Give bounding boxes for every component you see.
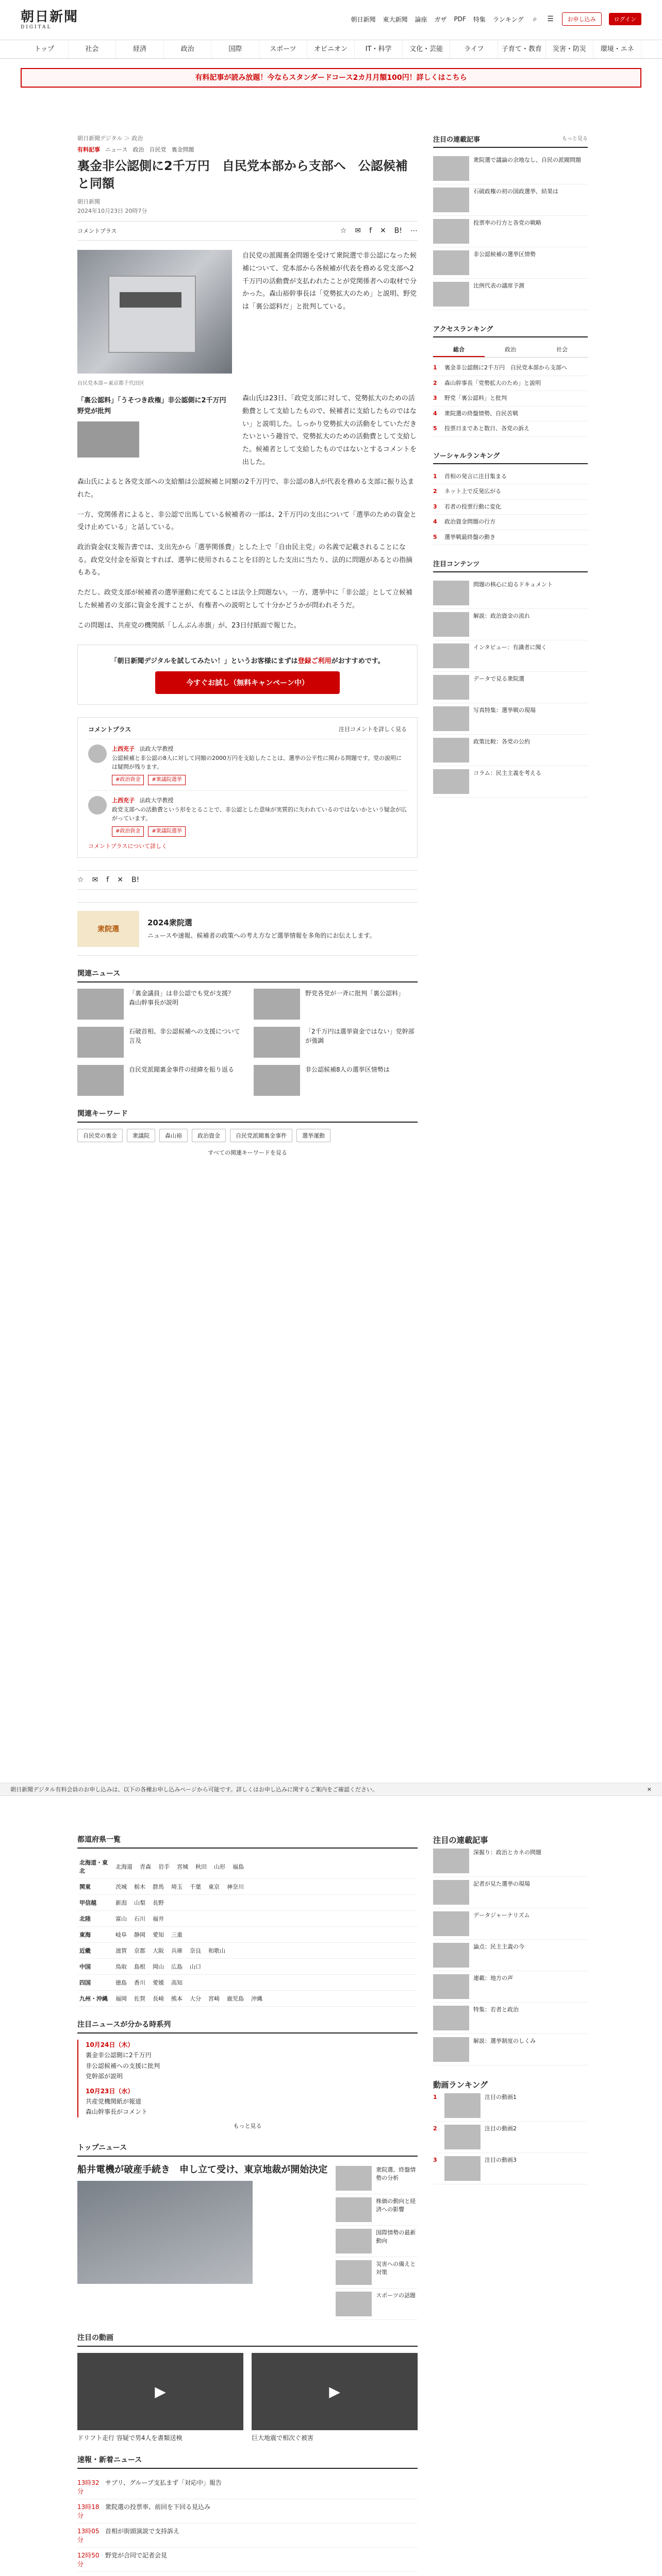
ranking-tab[interactable]: 社会 [556,346,568,353]
video-title[interactable]: 巨大地震で相次ぐ被害 [252,2434,314,2442]
prefecture-link[interactable]: 山梨 [134,1900,145,1906]
sidebar-thumb [433,250,469,275]
comment-tag[interactable]: #政治資金 [112,775,144,785]
main-nav [0,40,662,59]
breaking-news-list [77,2475,418,2576]
sidebar-access-ranking [433,324,588,437]
top-news-heading: トップニュース [77,2142,418,2157]
prefecture-link[interactable]: 長野 [153,1900,164,1906]
prefecture-link[interactable]: 静岡 [134,1931,145,1938]
comment-tag[interactable]: #衆議院選挙 [148,826,185,837]
article-paragraph: 政治資金収支報告書では、支出先から「選挙関係費」とした上で「自由民主党」の名義で記載されることになる。政党交付金を原資とすれば、選挙に使用されることを目的とした支出に当たり、法的に問題があるとの指摘もある。 [77,544,413,577]
top-news-item[interactable]: 国際情勢の最新動向 [336,2226,418,2257]
related-news-item[interactable]: 自民党派閥裏金事件の経緯を振り返る [77,1065,241,1096]
sidebar-list-item[interactable]: 比例代表の議席予測 [433,279,588,310]
video-heading: 注目の動画 [77,2332,418,2347]
promo-banner[interactable]: 有料記事が読み放題！今ならスタンダードコース2カ月月額100円！詳しくはこちら [21,68,641,88]
nav-item-sports[interactable]: スポーツ [259,40,307,58]
article-paragraph: 一方、党関係者によると、非公認で出馬している候補者の一部は、2千万円の支出について「選挙のための資金と受け止めている」と話している。 [77,511,417,532]
nav-item-international[interactable]: 国際 [211,40,259,58]
series-item[interactable]: データジャーナリズム [433,1908,588,1940]
sidebar-section-title: 注目コンテンツ [433,561,480,568]
ranking-item[interactable]: 1 裏金非公認側に2千万円 自民党本部から支部へ [433,361,588,376]
article-meta-row [77,221,418,241]
sidebar-featured-content [433,558,588,798]
prefecture-link[interactable]: 岩手 [158,1863,170,1870]
sidebar-section-title: 動画ランキング [433,2080,488,2090]
region-label: 東海 [77,1927,113,1943]
article-column [77,134,418,1157]
series-item[interactable]: 特集：若者と政治 [433,2003,588,2034]
sidebar-section-title: ソーシャルランキング [433,452,500,460]
comment-plus-more-link[interactable]: 注目コメントを詳しく見る [339,726,407,733]
timeline-date: 10月23日（水） [86,2087,134,2095]
lower-content [77,1834,418,2576]
video-player-thumb[interactable] [77,2353,243,2430]
sidebar-list-item[interactable]: 衆院選で議論の余地なし、自民の派閥問題 [433,153,588,184]
breaking-heading: 速報・新着ニュース [77,2454,418,2469]
prefecture-row [77,1911,418,1927]
search-icon[interactable]: ⌕ [533,15,537,23]
header-link-pdf[interactable]: PDF [454,15,466,23]
news-thumb [336,2292,372,2316]
article-date: 2024年10月23日 20時7分 [77,208,147,215]
subscribe-lead: 「朝日新聞デジタルを試してみたい！」というお客様にまずは登録ご利用がおすすめです。 [110,657,385,666]
breaking-item[interactable]: 13時05分 首相が街頭演説で支持訴え [77,2523,418,2548]
comment-text: 公認候補と非公認の8人に対して同額の2000万円を支給したことは、選挙の公平性に関わる問題です。党の説明には疑問が残ります。 [112,754,402,771]
nav-item-it-science[interactable]: IT・科学 [355,40,403,58]
region-label: 九州・沖縄 [77,1991,113,2007]
article-photo[interactable] [77,250,232,374]
news-thumb [336,2197,372,2222]
breaking-item[interactable]: 12時50分 野党が合同で記者会見 [77,2548,418,2572]
ranking-item[interactable]: 4 政治資金問題の行方 [433,515,588,530]
comment-plus-about-link[interactable]: コメントプラスについて詳しく [88,842,168,850]
prefecture-link[interactable]: 埼玉 [171,1884,183,1890]
related-news-grid [77,989,418,1096]
election-feature-box[interactable] [77,902,418,956]
share-buttons [340,227,418,235]
prefecture-link[interactable]: 沖縄 [251,1995,262,2002]
related-quote-box[interactable] [77,396,232,457]
keywords-more-link[interactable]: すべての関連キーワードを見る [208,1149,287,1156]
sidebar-thumb [433,612,469,637]
content-item[interactable]: 写真特集：選挙戦の現場 [433,703,588,735]
article-title: 裏金非公認側に2千万円 自民党本部から支部へ 公認候補と同額 [77,159,408,191]
sidebar-thumb [433,675,469,700]
timeline-heading: 注目ニュースが分かる時系列 [77,2019,418,2033]
keyword-chip[interactable]: 自民党派閥裏金事件 [230,1129,292,1142]
timeline-item[interactable]: 非公認候補への支援に批判 [86,2062,160,2070]
sidebar-list-item[interactable]: 投票率の行方と各党の戦略 [433,216,588,247]
prefecture-link[interactable]: 高知 [171,1979,183,1986]
prefecture-row [77,1927,418,1943]
nav-item-environment[interactable]: 環境・エネ [593,40,641,58]
sidebar-featured-series [433,134,588,310]
related-thumb [77,1027,124,1058]
article-paragraph: 森山氏は23日、「政党支部に対して、党勢拡大のための活動費として支給したもので、候補者に支給したものではない」と説明した。しっかり党勢拡大の活動をしていただきたいという趣旨で、党勢拡大のための活動費として支給した。候補者として支給したものではないとするコメントを出した。 [242,395,417,466]
article-tag[interactable]: 政治 [133,146,144,153]
article-paragraph: ただし、政党支部が候補者の選挙運動に充てることは法令上問題ない。一方、選挙中に「非公認」として立候補した候補者の支部に資金を渡すことが、有権者への説明として十分かどうかが問われそうだ。 [77,589,413,609]
trial-button[interactable]: 今すぐお試し（無料キャンペーン中） [155,671,340,694]
related-thumb [77,1065,124,1096]
prefecture-heading: 都道府県一覧 [77,1834,418,1849]
nav-item-culture[interactable]: 文化・芸能 [403,40,451,58]
prefecture-link[interactable]: 東京 [208,1884,220,1890]
article-tag[interactable]: 裏金問題 [171,146,194,153]
timeline-item[interactable]: 裏金非公認側に2千万円 [86,2052,152,2059]
series-item[interactable]: 論点：民主主義の今 [433,1940,588,1971]
nav-item-disaster[interactable]: 災害・防災 [546,40,594,58]
ranking-item[interactable]: 4 衆院選の終盤情勢、自民苦戦 [433,406,588,422]
video-row [77,2353,418,2442]
top-news-item[interactable]: 災害への備えと対策 [336,2257,418,2289]
prefecture-link[interactable]: 徳島 [115,1979,127,1986]
prefecture-link[interactable]: 福島 [233,1863,244,1870]
commenter-role: 法政大学教授 [139,796,174,804]
prefecture-link[interactable]: 茨城 [115,1884,127,1890]
sidebar-section-title: アクセスランキング [433,326,493,333]
photo-caption: 自民党本部＝東京都千代田区 [77,381,144,387]
prefecture-link[interactable]: 宮崎 [208,1995,220,2002]
sidebar-social-ranking [433,450,588,546]
nav-item-opinion[interactable]: オピニオン [307,40,355,58]
prefecture-link[interactable]: 千葉 [190,1884,201,1890]
header-utilities [351,12,641,26]
timeline-more-link[interactable]: もっと見る [233,2122,262,2129]
keywords-list [77,1129,418,1142]
related-news-item[interactable]: 石破首相、非公認候補への支援について言及 [77,1027,241,1058]
mail-icon[interactable]: ✉ [92,875,98,884]
mail-icon[interactable]: ✉ [355,227,361,235]
article-paragraph: 自民党の派閥裏金問題を受けて衆院選で非公認になった候補について、党本部から各候補が代表を務める党支部へ2千万円の活動費が支払われたことが党関係者への取材で分かった。森山裕幹事長は「党勢拡大のため」と説明、野党は「裏公認料だ」と批判している。 [242,252,417,311]
prefecture-link[interactable]: 愛知 [153,1931,164,1938]
prefecture-link[interactable]: 広島 [171,1963,183,1970]
prefecture-link[interactable]: 山口 [190,1963,201,1970]
sidebar-thumb [433,188,469,212]
facebook-icon[interactable]: f [106,875,109,884]
prefecture-row [77,1879,418,1895]
sidebar-list-item[interactable]: 非公認候補の選挙区情勢 [433,247,588,279]
article-tags [77,145,418,154]
sidebar-more-link[interactable]: もっと見る [562,136,588,142]
prefecture-link[interactable]: 京都 [134,1947,145,1954]
sidebar-thumb [433,706,469,731]
sidebar-thumb [433,643,469,668]
hatena-icon[interactable]: B! [131,875,140,884]
avatar [88,744,107,763]
content-item[interactable]: 問題の核心に迫るドキュメント [433,578,588,609]
sidebar-thumb [433,1880,469,1905]
region-label: 近畿 [77,1943,113,1959]
ranking-item[interactable]: 3 野党「裏公認料」と批判 [433,391,588,406]
related-quote-text: 「裏公認料」「うそつき政権」非公認側に2千万円 野党が批判 [77,397,233,415]
election-feature-title: 2024衆院選 [147,918,192,927]
signup-button[interactable]: お申し込み [562,12,602,26]
sidebar-section-title: 注目の連載記事 [433,136,481,144]
sidebar-thumb [433,769,469,794]
prefecture-link[interactable]: 大阪 [153,1947,164,1954]
prefecture-row [77,1855,418,1879]
prefecture-link[interactable]: 香川 [134,1979,145,1986]
keyword-chip[interactable]: 選挙運動 [296,1129,330,1142]
prefecture-link[interactable]: 奈良 [190,1947,201,1954]
more-share-icon[interactable]: ⋯ [410,227,418,235]
x-icon[interactable]: ✕ [117,875,123,884]
article-tag[interactable]: 自民党 [149,146,167,153]
header-link-todai[interactable]: 東大新聞 [383,15,408,23]
sidebar-thumb [433,738,469,762]
related-news-heading: 関連ニュース [77,968,418,982]
region-label: 北陸 [77,1911,113,1927]
prefecture-link[interactable]: 北海道 [115,1863,133,1870]
keyword-chip[interactable]: 自民党の裏金 [77,1129,123,1142]
prefecture-row [77,1991,418,2007]
sidebar-thumb [433,219,469,244]
ranking-item[interactable]: 5 選挙戦最終盤の動き [433,530,588,546]
prefecture-link[interactable]: 宮城 [177,1863,188,1870]
series-item[interactable]: 深掘り：政治とカネの問題 [433,1845,588,1877]
paid-badge: 有料記事 [77,146,100,153]
content-item[interactable]: 解説：政治資金の流れ [433,609,588,640]
timeline-item[interactable]: 党幹部が説明 [86,2073,123,2080]
header-link-gaza[interactable]: ガザ [434,15,447,23]
prefecture-row [77,1943,418,1959]
sidebar [433,134,588,811]
sidebar-thumb [433,2037,469,2062]
comment-plus-title: コメントプラス [88,726,131,734]
series-item[interactable]: 連載：地方の声 [433,1971,588,2003]
breaking-item[interactable]: 13時18分 衆院選の投票率、前回を下回る見込み [77,2499,418,2523]
article-paragraph: 森山氏によると各党支部への支給額は公認候補と同額の2千万円で、非公認の8人が代表を務める支部に振り込まれた。 [77,478,415,499]
prefecture-link[interactable]: 群馬 [153,1884,164,1890]
related-news-item[interactable]: 非公認候補8人の選挙区情勢は [254,1065,418,1096]
breadcrumb[interactable]: 朝日新聞デジタル ＞ 政治 [77,135,143,142]
keyword-chip[interactable]: 政治資金 [192,1129,226,1142]
subscribe-box [77,645,418,705]
prefecture-link[interactable]: 岡山 [153,1963,164,1970]
comment-plus-link[interactable]: コメントプラス [77,228,117,235]
prefecture-link[interactable]: 長崎 [153,1995,164,2002]
timeline-item[interactable]: 共産党機関紙が報道 [86,2097,142,2105]
header-link-special[interactable]: 特集 [473,15,486,23]
comment-tag[interactable]: #衆議院選挙 [148,775,185,785]
prefecture-link[interactable]: 兵庫 [171,1947,183,1954]
prefecture-table [77,1855,418,2007]
election-logo: 衆院選 [77,911,139,947]
related-thumb [254,989,300,1020]
bookmark-icon[interactable]: ☆ [340,227,347,235]
avatar [88,796,107,815]
timeline-date: 10月24日（木） [86,2041,134,2048]
prefecture-link[interactable]: 和歌山 [208,1947,225,1954]
login-button[interactable]: ログイン [609,13,641,25]
top-news-item[interactable]: 株価の動向と経済への影響 [336,2194,418,2226]
region-label: 甲信越 [77,1895,113,1911]
bottom-share-buttons [77,870,418,890]
related-thumb [254,1065,300,1096]
keyword-chip[interactable]: 衆議院 [127,1129,155,1142]
prefecture-link[interactable]: 福井 [153,1916,164,1922]
prefecture-link[interactable]: 山形 [214,1863,225,1870]
video-player-thumb[interactable] [252,2353,418,2430]
video-thumb [444,2156,481,2181]
top-news-list [336,2163,418,2320]
video-title[interactable]: ドリフト走行 容疑で男4人を書類送検 [77,2434,183,2442]
video-rank-item[interactable]: 3 注目の動画3 [433,2153,588,2184]
sidebar-thumb [433,1943,469,1968]
prefecture-link[interactable]: 栃木 [134,1884,145,1890]
content-item[interactable]: データで見る衆院選 [433,672,588,703]
ranking-tab[interactable]: 総合 [433,343,485,357]
ranking-item[interactable]: 2 森山幹事長「党勢拡大のため」と説明 [433,376,588,392]
notice-bar [0,1783,662,1796]
region-label: 四国 [77,1975,113,1991]
region-label: 北海道・東北 [77,1855,113,1879]
notice-text: 朝日新聞デジタル有料会員のお申し込みは、以下の各種お申し込みページから可能です。詳しくはお申し込みに関するご案内をご確認ください。 [10,1786,378,1793]
prefecture-link[interactable]: 石川 [134,1916,145,1922]
news-thumb [336,2229,372,2253]
ranking-item[interactable]: 1 首相の発言に注目集まる [433,469,588,485]
article-byline: 朝日新聞 [77,198,100,206]
video-rank-item[interactable]: 1 注目の動画1 [433,2090,588,2122]
series-item[interactable]: 解説：選挙制度のしくみ [433,2034,588,2065]
prefecture-link[interactable]: 熊本 [171,1995,183,2002]
comment-plus-header [88,725,407,734]
facebook-icon[interactable]: f [369,227,372,235]
content-item[interactable]: インタビュー：有識者に聞く [433,640,588,672]
comment-tag[interactable]: #政治資金 [112,826,144,837]
header-link-ranking[interactable]: ランキング [492,15,524,23]
ranking-item[interactable]: 2 ネット上で反発広がる [433,484,588,500]
news-thumb [336,2166,372,2191]
commenter-name[interactable]: 上西充子 [112,745,135,753]
top-news-item[interactable]: スポーツの話題 [336,2289,418,2320]
prefecture-link[interactable]: 青森 [140,1863,151,1870]
top-feature-title[interactable]: 船井電機が破産手続き 申し立て受け、東京地裁が開始決定 [77,2164,328,2175]
top-news-item[interactable]: 衆院選、終盤情勢の分析 [336,2163,418,2194]
close-icon[interactable]: ✕ [647,1786,652,1793]
sidebar-list-item[interactable]: 石破政権の初の国政選挙、結果は [433,184,588,216]
prefecture-link[interactable]: 島根 [134,1963,145,1970]
hatena-icon[interactable]: B! [394,227,402,235]
sidebar-thumb [433,1849,469,1873]
site-header [0,0,662,40]
prefecture-link[interactable]: 鹿児島 [227,1995,244,2002]
sidebar-thumb [433,1974,469,1999]
top-news-feature [77,2163,418,2320]
keywords-heading: 関連キーワード [77,1108,418,1123]
commenter-role: 法政大学教授 [139,745,174,753]
lower-sidebar [433,1834,588,2198]
series-item[interactable]: 記者が見た選挙の現場 [433,1877,588,1908]
breaking-item[interactable]: 13時32分 サブリ、グループ支払まず「対応中」報告 [77,2475,418,2499]
sidebar-section-title: 注目の連載記事 [433,1836,488,1845]
commenter-name[interactable]: 上西充子 [112,796,135,804]
nav-item-society[interactable]: 社会 [69,40,117,58]
prefecture-row [77,1975,418,1991]
region-label: 中国 [77,1959,113,1975]
header-link-ronza[interactable]: 論座 [415,15,427,23]
sidebar-thumb [433,2006,469,2030]
related-thumb [77,989,124,1020]
ranking-tabs [433,343,588,358]
video-rank-item[interactable]: 2 注目の動画2 [433,2122,588,2153]
comment-text: 政党支部への活動費という形をとることで、非公認とした意味が実質的に失われているのではないかという疑念が広がっています。 [112,806,407,822]
video-thumb [444,2125,481,2149]
prefecture-row [77,1959,418,1975]
menu-icon[interactable]: ☰ [547,15,554,23]
prefecture-link[interactable]: 富山 [115,1916,127,1922]
nav-item-life[interactable]: ライフ [450,40,498,58]
sidebar-thumb [433,581,469,605]
content-item[interactable]: 政策比較：各党の公約 [433,735,588,766]
related-thumb [254,1027,300,1058]
article-paragraph: この問題は、共産党の機関紙「しんぶん赤旗」が、23日付紙面で報じた。 [77,621,301,630]
sidebar-thumb [433,156,469,181]
sidebar-thumb [433,1911,469,1936]
ranking-item[interactable]: 3 若者の投票行動に変化 [433,500,588,515]
related-quote-thumb [77,421,139,457]
timeline-item[interactable]: 森山幹事長がコメント [86,2108,148,2116]
header-link-asahi[interactable]: 朝日新聞 [351,15,376,23]
x-icon[interactable]: ✕ [380,227,386,235]
election-feature-desc: ニュースや速報、候補者の政策への考え方など選挙情報を多角的にお伝えします。 [147,931,376,939]
ranking-tab[interactable]: 政治 [505,346,516,353]
content-item[interactable]: コラム：民主主義を考える [433,766,588,798]
top-feature-photo[interactable] [77,2181,253,2284]
related-news-item[interactable]: 野党各党が一斉に批判「裏公認料」 [254,989,418,1020]
nav-item-economy[interactable]: 経済 [116,40,164,58]
nav-item-politics[interactable]: 政治 [164,40,212,58]
news-thumb [336,2260,372,2285]
ranking-item[interactable]: 5 投票日まであと数日、各党の訴え [433,421,588,437]
comment-item [88,790,407,842]
keyword-chip[interactable]: 森山裕 [159,1129,188,1142]
prefecture-link[interactable]: 岐阜 [115,1931,127,1938]
related-news-item[interactable]: 「裏金議員」は非公認でも党が支援？ 森山幹事長が説明 [77,989,241,1020]
building-illustration [108,276,196,353]
comment-plus-box [77,717,418,858]
nav-item-education[interactable]: 子育て・教育 [498,40,546,58]
prefecture-link[interactable]: 福岡 [115,1995,127,2002]
article-body [77,250,418,632]
prefecture-link[interactable]: 神奈川 [227,1884,244,1890]
prefecture-link[interactable]: 鳥取 [115,1963,127,1970]
prefecture-link[interactable]: 愛媛 [153,1979,164,1986]
prefecture-link[interactable]: 大分 [190,1995,201,2002]
comment-item [88,739,407,790]
bookmark-icon[interactable]: ☆ [77,875,84,884]
prefecture-row [77,1895,418,1911]
prefecture-link[interactable]: 佐賀 [134,1995,145,2002]
site-logo[interactable]: 朝日新聞 DIGITAL [21,9,79,30]
prefecture-link[interactable]: 三重 [171,1931,183,1938]
breaking-item[interactable] [77,2572,418,2576]
news-timeline [77,2040,418,2117]
related-news-item[interactable]: 「2千万円は選挙資金ではない」党幹部が強調 [254,1027,418,1058]
article-tag[interactable]: ニュース [105,146,128,153]
region-label: 関東 [77,1879,113,1895]
prefecture-link[interactable]: 秋田 [195,1863,207,1870]
prefecture-link[interactable]: 新潟 [115,1900,127,1906]
sidebar-thumb [433,282,469,307]
prefecture-link[interactable]: 滋賀 [115,1947,127,1954]
video-thumb [444,2093,481,2118]
nav-item-top[interactable]: トップ [21,40,69,58]
